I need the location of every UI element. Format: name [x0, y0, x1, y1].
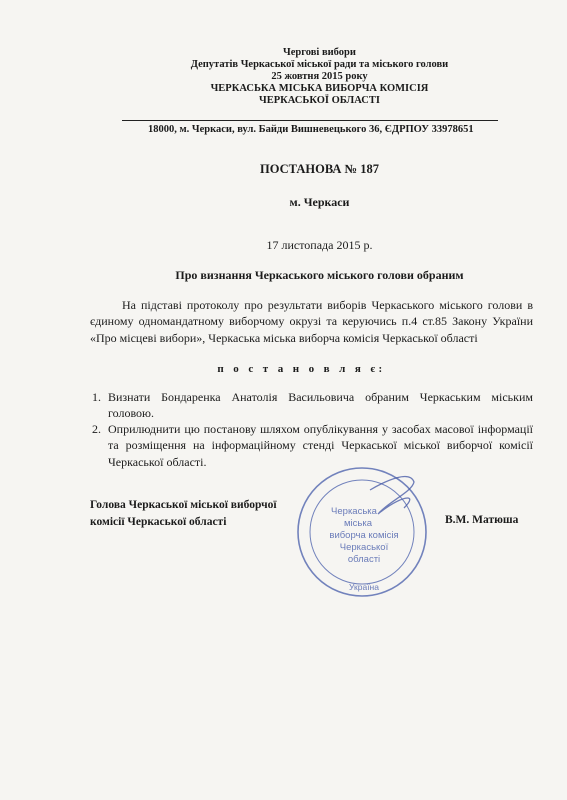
list-item-text: Оприлюднити цю постанову шляхом опублікування у засобах масової інформації та розміщення на інформаційному стенді Черкаської міської виборчої комісії Черкаської області.: [108, 422, 533, 469]
stamp-text: міська: [344, 518, 372, 529]
list-item-number: 2.: [92, 422, 101, 436]
preamble-paragraph: На підставі протоколу про результати виборів Черкаського міського голови в єдиному одномандатному виборчому окрузі та керуючись п.4 ст.85 Закону України «Про місцеві вибори», Черкаська міська виборча комісія Черкаської області: [90, 298, 533, 345]
decree-heading: п о с т а н о в л я є:: [217, 363, 386, 375]
document-subject: Про визнання Черкаського міського голови обраним: [175, 268, 464, 282]
document-date: 17 листопада 2015 р.: [266, 238, 373, 252]
list-item: [92, 389, 533, 422]
signatory-position-line: Голова Черкаської міської виборчої: [90, 499, 277, 511]
signatory-position-line: комісії Черкаської області: [90, 516, 227, 528]
header-commission-line: ЧЕРКАСЬКА МІСЬКА ВИБОРЧА КОМІСІЯ: [210, 83, 429, 94]
signatory-position: [90, 497, 277, 531]
stamp-ring-text: Україна: [349, 582, 379, 592]
list-item-number: 1.: [92, 390, 101, 404]
header-address: 18000, м. Черкаси, вул. Байди Вишневецького 36, ЄДРПОУ 33978651: [148, 124, 474, 135]
document-title: ПОСТАНОВА № 187: [260, 162, 379, 176]
document-city: м. Черкаси: [289, 195, 350, 209]
stamp-text: виборча комісія: [329, 530, 399, 541]
header-divider: [122, 120, 498, 121]
list-item-text: Визнати Бондаренка Анатолія Васильовича обраним Черкаським міським головою.: [108, 390, 533, 421]
header-date-line: 25 жовтня 2015 року: [271, 71, 368, 82]
stamp-text: Черкаська: [331, 506, 377, 517]
stamp-text: Черкаської: [339, 542, 389, 553]
official-stamp: [292, 462, 432, 602]
signatory-name: В.М. Матюша: [445, 514, 519, 526]
header-election-line: Чергові вибори: [283, 47, 356, 58]
header-region-line: ЧЕРКАСЬКОЇ ОБЛАСТІ: [259, 95, 380, 106]
header-council-line: Депутатів Черкаської міської ради та міського голови: [190, 59, 449, 70]
stamp-text: області: [347, 554, 381, 565]
